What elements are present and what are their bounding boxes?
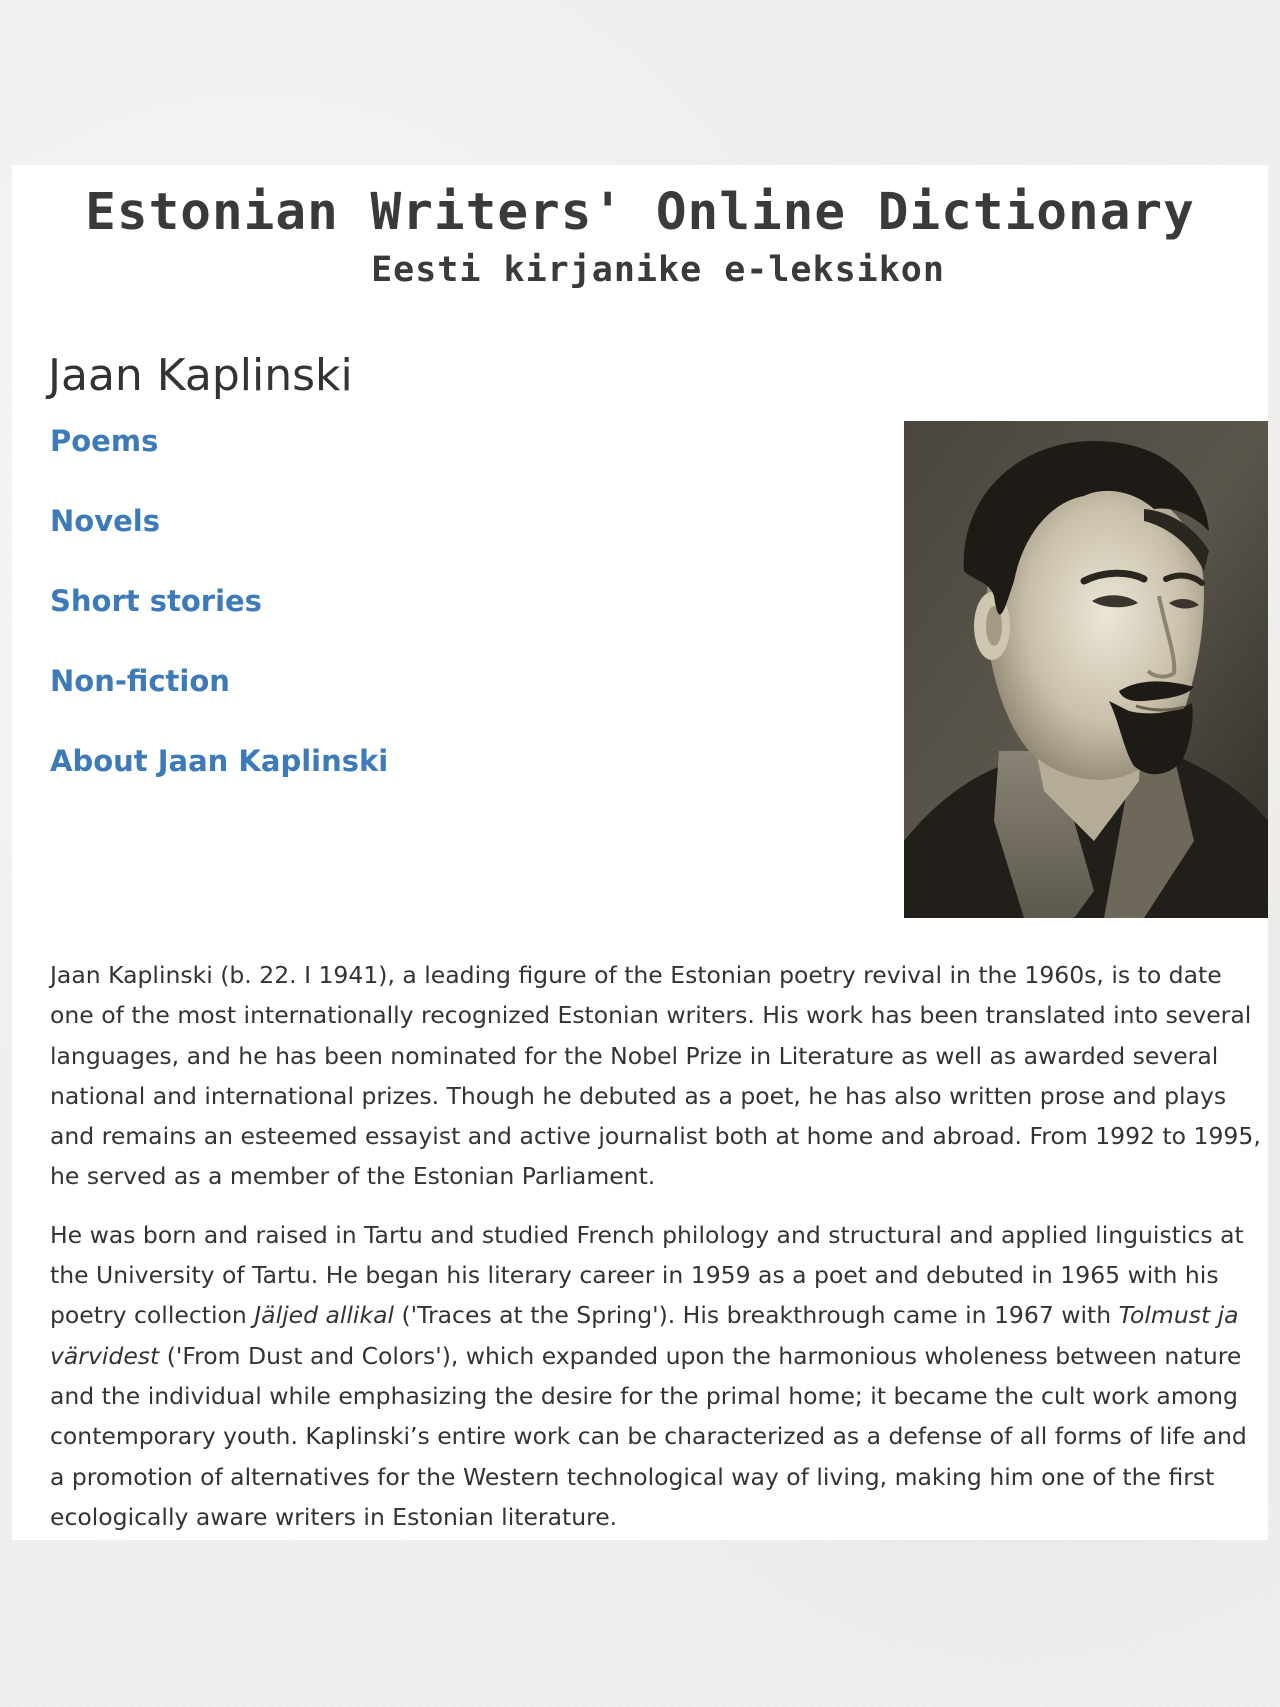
bio-text: ('From Dust and Colors'), which expanded upon the harmonious wholeness between nature and the individual while emphasizing the desire for the primal home; it became the cult work among contemporary youth. Kaplinski’s entire work can be characterized as a defense of all forms of life and a promotion of alternatives for the Western technological way of living, making him one of the first ecologically aware writers in Estonian literature.: [50, 1341, 1247, 1531]
site-title: Estonian Writers' Online Dictionary: [85, 183, 1195, 242]
nav-item-non-fiction: [50, 661, 388, 741]
nav-item-poems: [50, 421, 388, 501]
book-title: Tolmust ja värvidest: [50, 1301, 1239, 1370]
poems-link[interactable]: Poems: [50, 424, 159, 458]
nav-item-short-stories: [50, 581, 388, 661]
author-nav: [50, 421, 388, 821]
nav-item-novels: [50, 501, 388, 581]
nav-item-about: [50, 741, 388, 821]
short-stories-link[interactable]: Short stories: [50, 584, 262, 618]
author-name: Jaan Kaplinski: [48, 350, 353, 401]
book-title: Jäljed allikal: [254, 1301, 394, 1330]
content-panel: [12, 165, 1268, 1540]
bio-text: He was born and raised in Tartu and studied French philology and structural and applied linguistics at the University of Tartu. He began his literary career in 1959 as a poet and debuted in 1965 with his poetry collection: [50, 1220, 1244, 1330]
site-subtitle: Eesti kirjanike e-leksikon: [371, 250, 945, 290]
author-biography: [50, 955, 1266, 1555]
portrait-image: [904, 421, 1268, 918]
novels-link[interactable]: Novels: [50, 504, 160, 538]
author-portrait: [904, 421, 1268, 918]
bio-paragraph-1: Jaan Kaplinski (b. 22. I 1941), a leading figure of the Estonian poetry revival in the 1960s, is to date one of the most internationally recognized Estonian writers. His work has been translated into several languages, and he has been nominated for the Nobel Prize in Literature as well as awarded several national and international prizes. Though he debuted as a poet, he has also written prose and plays and remains an esteemed essayist and active journalist both at home and abroad. From 1992 to 1995, he served as a member of the Estonian Parliament.: [50, 961, 1261, 1191]
bio-paragraph-2: [50, 1215, 1266, 1537]
non-fiction-link[interactable]: Non-fiction: [50, 664, 230, 698]
bio-text: ('Traces at the Spring'). His breakthrough came in 1967 with: [394, 1301, 1119, 1330]
about-author-link[interactable]: About Jaan Kaplinski: [50, 744, 389, 778]
